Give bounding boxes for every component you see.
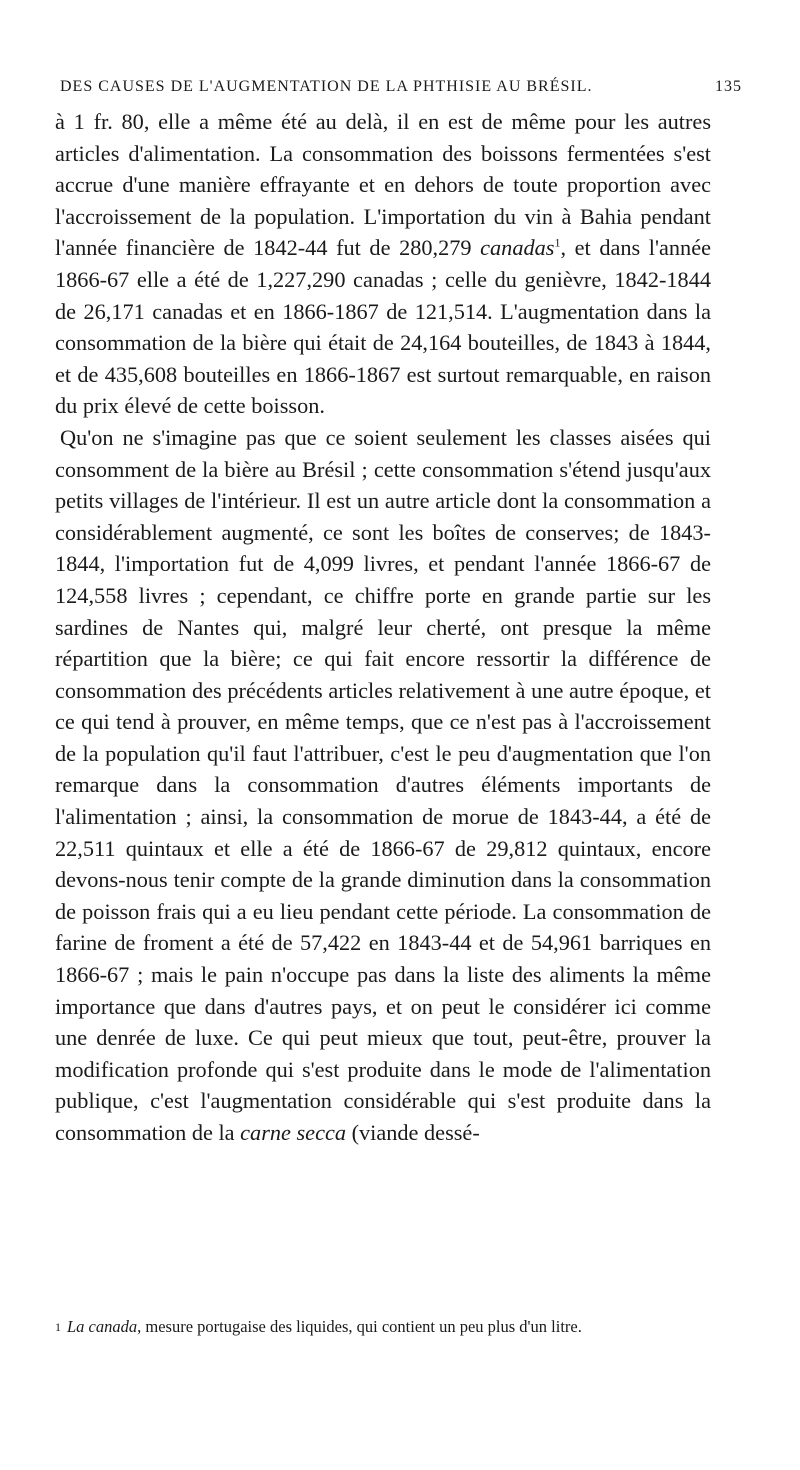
page-number: 135 bbox=[715, 78, 742, 95]
paragraph-2-text-a: Qu'on ne s'imagine pas que ce soient seulement les classes aisées qui consomment de la bière au Brésil ; cette consommation s'étend jusqu'aux petits villages de l'intérieur. Il est un autre article dont la consommation a considérablement augmenté, ce sont les boîtes de conserves; de 1843-1844, l'importation fut de 4,099 livres, et pendant l'année 1866-67 de 124,558 livres ; cependant, ce chiffre porte en grande partie sur les sardines de Nantes qui, malgré leur cherté, ont presque la même répartition que la bière; ce qui fait encore ressortir la différence de consommation des précédents articles relativement à une autre époque, et ce qui tend à prouver, en même temps, que ce n'est pas à l'accroissement de la population qu'il faut l'attribuer, c'est le peu d'augmentation que l'on remarque dans la consommation d'autres éléments importants de l'alimentation ; ainsi, la consommation de morue de 1843-44, a été de 22,511 quintaux et elle a été de 1866-67 de 29,812 quintaux, encore devons-nous tenir compte de la grande diminution dans la consommation de poisson frais qui a eu lieu pendant cette période. La consommation de farine de froment a été de 57,422 en 1843-44 et de 54,961 barriques en 1866-67 ; mais le pain n'occupe pas dans la liste des aliments la même importance que dans d'autres pays, et on peut le considérer ici comme une denrée de luxe. Ce qui peut mieux que tout, peut-être, prouver la modification profonde qui s'est produite dans le mode de l'alimentation publique, c'est l'augmentation considérable qui s'est produite dans la consommation de la bbox=[55, 424, 711, 1145]
footnote bbox=[55, 1316, 715, 1338]
canadas-term: canadas bbox=[480, 235, 555, 261]
paragraph-2 bbox=[55, 422, 711, 1149]
footnote-term: La canada bbox=[67, 1317, 138, 1336]
footnote-text: , mesure portugaise des liquides, qui contient un peu plus d'un litre. bbox=[137, 1317, 582, 1336]
running-title: DES CAUSES DE L'AUGMENTATION DE LA PHTHISIE AU BRÉSIL. bbox=[60, 78, 593, 95]
body-text bbox=[55, 106, 711, 1149]
footnote-ref: 1 bbox=[554, 235, 561, 250]
carne-secca-term: carne secca bbox=[240, 1120, 347, 1145]
paragraph-2-text-b: (viande dessé- bbox=[346, 1120, 480, 1145]
paragraph-1-text-a: à 1 fr. 80, elle a même été au delà, il en est de même pour les autres articles d'alimentation. La consommation des boissons fermentées s'est accrue d'une manière effrayante et en dehors de toute proportion avec l'accroissement de la population. L'importation du vin à Bahia pendant l'année financière de 1842-44 fut de 280,279 bbox=[55, 109, 711, 261]
paragraph-1 bbox=[55, 106, 711, 422]
running-header bbox=[60, 78, 742, 102]
paragraph-1-text-b: , et dans l'année 1866-67 elle a été de 1,227,290 canadas ; celle du genièvre, 1842-1844 de 26,171 canadas et en 1866-1867 de 121,514. L'augmentation dans la consommation de la bière qui était de 24,164 bouteilles, de 1843 à 1844, et de 435,608 bouteilles en 1866-1867 est surtout remarquable, en raison du prix élevé de cette boisson. bbox=[55, 235, 711, 419]
footnote-mark: 1 bbox=[55, 1320, 61, 1334]
